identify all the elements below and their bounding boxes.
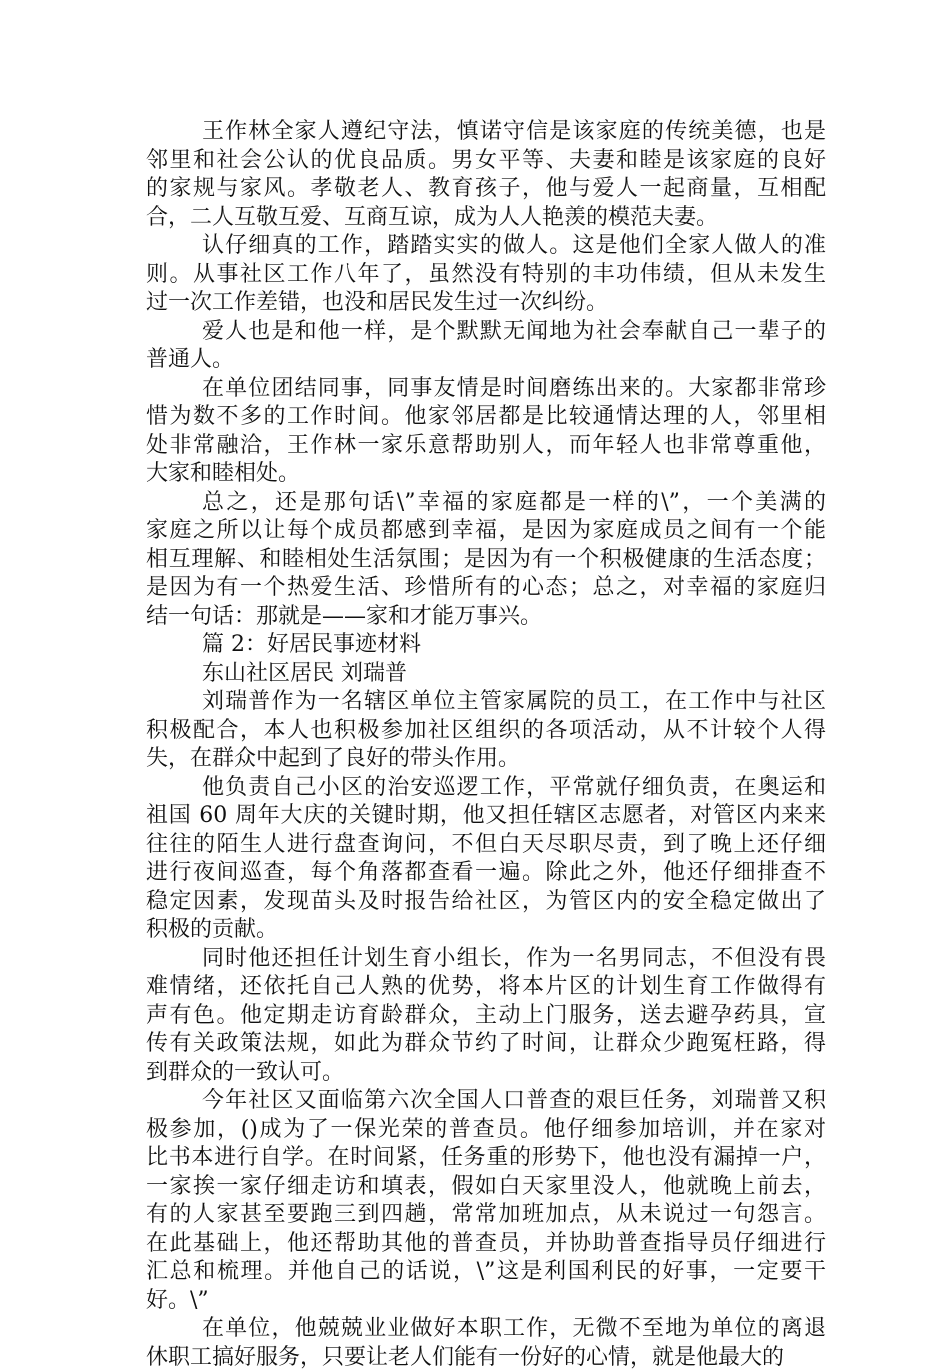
text-line: 失，在群众中起到了良好的带头作用。 <box>146 745 826 774</box>
paragraph <box>146 688 826 774</box>
paragraph <box>146 774 826 945</box>
text-line: 比书本进行自学。在时间紧，任务重的形势下，他也没有漏掉一户， <box>146 1144 826 1173</box>
paragraph <box>146 660 826 689</box>
text-line: 认仔细真的工作，踏踏实实的做人。这是他们全家人做人的准 <box>146 232 826 261</box>
paragraph <box>146 489 826 632</box>
text-line: 则。从事社区工作八年了，虽然没有特别的丰功伟绩，但从未发生 <box>146 261 826 290</box>
text-line: 好。\” <box>146 1287 826 1316</box>
text-line: 进行夜间巡查，每个角落都查看一遍。除此之外，他还仔细排查不 <box>146 859 826 888</box>
text-line: 合，二人互敬互爱、互商互谅，成为人人艳羡的模范夫妻。 <box>146 204 826 233</box>
text-line: 刘瑞普作为一名辖区单位主管家属院的员工，在工作中与社区 <box>146 688 826 717</box>
text-line: 积极的贡献。 <box>146 916 826 945</box>
text-line: 是因为有一个热爱生活、珍惜所有的心态；总之，对幸福的家庭归 <box>146 574 826 603</box>
text-line: 大家和睦相处。 <box>146 460 826 489</box>
text-line: 往往的陌生人进行盘查询问，不但白天尽职尽责，到了晚上还仔细 <box>146 831 826 860</box>
text-line: 篇 2：好居民事迹材料 <box>146 631 826 660</box>
text-line: 邻里和社会公认的优良品质。男女平等、夫妻和睦是该家庭的良好 <box>146 147 826 176</box>
paragraph <box>146 1087 826 1315</box>
text-line: 他负责自己小区的治安巡逻工作，平常就仔细负责，在奥运和 <box>146 774 826 803</box>
text-line: 过一次工作差错，也没和居民发生过一次纠纷。 <box>146 289 826 318</box>
text-line: 声有色。他定期走访育龄群众，主动上门服务，送去避孕药具，宣 <box>146 1002 826 1031</box>
text-line: 传有关政策法规，如此为群众节约了时间，让群众少跑冤枉路，得 <box>146 1030 826 1059</box>
text-line: 在单位，他兢兢业业做好本职工作，无微不至地为单位的离退 <box>146 1315 826 1344</box>
text-line: 普通人。 <box>146 346 826 375</box>
text-line: 总之，还是那句话\”幸福的家庭都是一样的\”，一个美满的 <box>146 489 826 518</box>
document-page <box>146 118 826 1372</box>
text-line: 难情绪，还依托自己人熟的优势，将本片区的计划生育工作做得有 <box>146 973 826 1002</box>
text-line: 有的人家甚至要跑三到四趟，常常加班加点，从未说过一句怨言。 <box>146 1201 826 1230</box>
paragraph <box>146 232 826 318</box>
text-line: 祖国 60 周年大庆的关键时期，他又担任辖区志愿者，对管区内来来 <box>146 802 826 831</box>
text-line: 汇总和梳理。并他自己的话说，\”这是利国利民的好事，一定要干 <box>146 1258 826 1287</box>
paragraph <box>146 375 826 489</box>
text-line: 东山社区居民 刘瑞普 <box>146 660 826 689</box>
text-line: 相互理解、和睦相处生活氛围；是因为有一个积极健康的生活态度； <box>146 546 826 575</box>
paragraph <box>146 318 826 375</box>
text-line: 在此基础上，他还帮助其他的普查员，并协助普查指导员仔细进行 <box>146 1230 826 1259</box>
text-line: 在单位团结同事，同事友情是时间磨练出来的。大家都非常珍 <box>146 375 826 404</box>
text-line: 处非常融洽，王作林一家乐意帮助别人，而年轻人也非常尊重他， <box>146 432 826 461</box>
text-line: 惜为数不多的工作时间。他家邻居都是比较通情达理的人，邻里相 <box>146 403 826 432</box>
text-line: 家庭之所以让每个成员都感到幸福，是因为家庭成员之间有一个能 <box>146 517 826 546</box>
text-line: 同时他还担任计划生育小组长，作为一名男同志，不但没有畏 <box>146 945 826 974</box>
text-line: 结一句话：那就是——家和才能万事兴。 <box>146 603 826 632</box>
paragraph <box>146 945 826 1088</box>
paragraph <box>146 118 826 232</box>
text-line: 积极配合，本人也积极参加社区组织的各项活动，从不计较个人得 <box>146 717 826 746</box>
paragraph <box>146 631 826 660</box>
text-line: 到群众的一致认可。 <box>146 1059 826 1088</box>
text-line: 王作林全家人遵纪守法，慎诺守信是该家庭的传统美德，也是 <box>146 118 826 147</box>
text-line: 休职工搞好服务，只要让老人们能有一份好的心情，就是他最大的 <box>146 1344 826 1372</box>
text-line: 爱人也是和他一样，是个默默无闻地为社会奉献自己一辈子的 <box>146 318 826 347</box>
text-line: 稳定因素，发现苗头及时报告给社区，为管区内的安全稳定做出了 <box>146 888 826 917</box>
text-line: 今年社区又面临第六次全国人口普查的艰巨任务，刘瑞普又积 <box>146 1087 826 1116</box>
text-line: 极参加，()成为了一保光荣的普查员。他仔细参加培训，并在家对 <box>146 1116 826 1145</box>
text-line: 的家规与家风。孝敬老人、教育孩子，他与爱人一起商量，互相配 <box>146 175 826 204</box>
text-line: 一家挨一家仔细走访和填表，假如白天家里没人，他就晚上前去， <box>146 1173 826 1202</box>
